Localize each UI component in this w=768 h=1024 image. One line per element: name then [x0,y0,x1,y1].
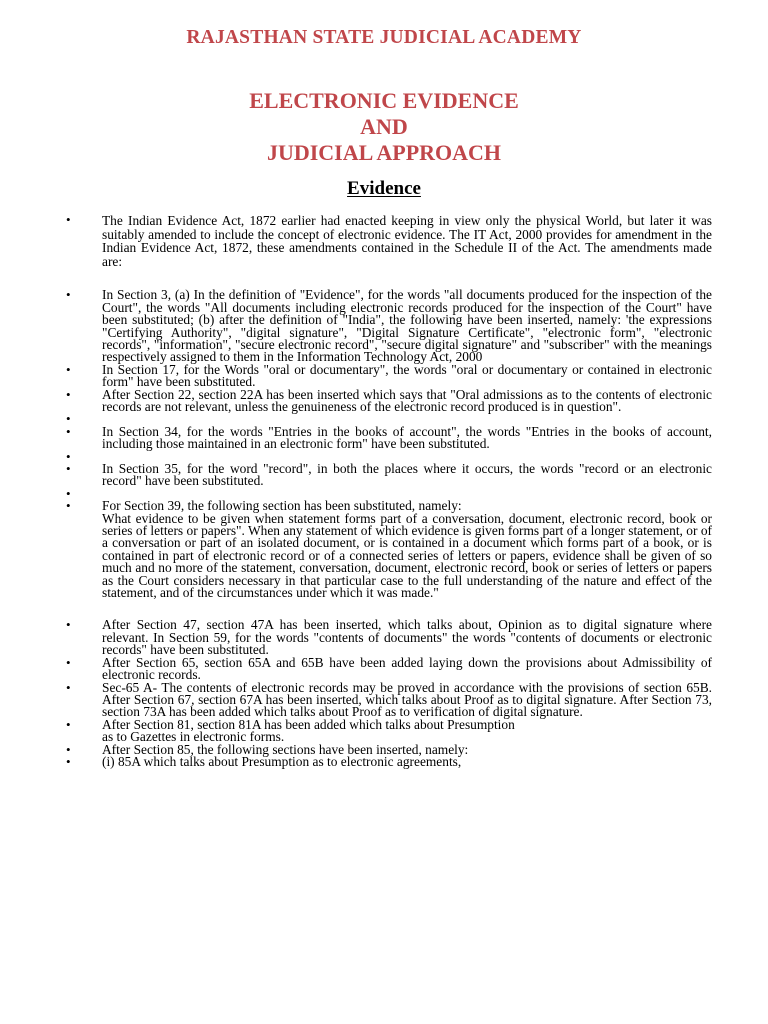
list-item [0,753,768,769]
list-item-text: Sec-65 A- The contents of electronic records may be proved in accordance with the provisions of section 65B. After Section 67, section 67A has been inserted, which talks about Proof as to digital signature. After Section 73, section 73A has been added which talks about Proof as to verification of digital signature. [102,679,712,720]
list-item [0,619,768,656]
list-item-text: After Section 85, the following sections have been inserted, namely: [102,741,469,757]
bullet-icon: • [66,448,71,464]
bullet-icon: • [66,386,71,402]
document-title [0,88,768,166]
list-item-text: In Section 17, for the Words "oral or documentary", the words "oral or documentary or contained in electronic form" have been substituted. [102,361,712,390]
list-item-text: The Indian Evidence Act, 1872 earlier had enacted keeping in view only the physical World, but later it was suitably amended to include the concept of electronic evidence. The IT Act, 2000 provides for amendment in the Indian Evidence Act, 1872, these amendments contained in the Schedule II of the Act. The amendments made are: [102,213,712,269]
bullet-icon: • [66,411,71,427]
bullet-icon: • [66,617,71,633]
bullet-icon: • [66,287,71,303]
list-item [0,423,768,452]
list-item-continuation: as to Gazettes in electronic forms. [102,729,285,745]
bullet-icon: • [66,461,71,477]
bullet-icon: • [66,423,71,439]
academy-name: RAJASTHAN STATE JUDICIAL ACADEMY [186,27,582,48]
list-item-quote: What evidence to be given when statement forms part of a conversation, document, electronic record, book or series of letters or papers". When any statement of which evidence is given forms part of a longer statement, or of a conversation or part of an isolated document, or is contained in a document which forms part of a book, or is contained in part of electronic record or of a connected series of letters or papers, evidence shall be given of so much and no more of the statement, conversation, document, electronic record, book or series of letters or papers as the Court considers necessary in that particular case to the full understanding of the nature and effect of the statement, and of the circumstances under which it was made." [102,510,712,601]
bullet-icon: • [66,361,71,377]
list-item [0,361,768,390]
list-item [0,214,768,268]
title-line-3: JUDICIAL APPROACH [266,140,502,165]
list-item-text: For Section 39, the following section has been substituted, namely: [102,498,462,514]
list-item [0,289,768,363]
list-item-text: After Section 81, section 81A has been added which talks about Presumption [102,716,515,732]
list-item [0,716,768,745]
bullet-icon: • [66,498,71,514]
bullet-icon: • [66,212,71,227]
list-item-text: In Section 35, for the word "record", in both the places where it occurs, the words "record or an electronic record" have been substituted. [102,461,712,489]
list-item [0,654,768,683]
bullet-icon: • [66,753,71,769]
list-item [0,386,768,415]
title-line-1: ELECTRONIC EVIDENCE [249,88,519,113]
list-item [0,679,768,720]
list-item-text: After Section 47, section 47A has been inserted, which talks about, Opinion as to digital signature where relevant. In Section 59, for the words "contents of documents" the words "contents of documents or electronic records" have been substituted. [102,617,712,658]
amendments-list [0,214,768,768]
bullet-icon: • [66,679,71,695]
bullet-icon: • [66,654,71,670]
bullet-icon: • [66,716,71,732]
list-item [0,463,768,488]
list-item-text: (i) 85A which talks about Presumption as to electronic agreements, [102,753,462,769]
list-item-text: After Section 65, section 65A and 65B have been added laying down the provisions about Admissibility of electronic records. [102,654,712,683]
list-item-text: After Section 22, section 22A has been inserted which says that "Oral admissions as to the contents of electronic records are not relevant, unless the genuineness of the electronic record produced is in question". [102,386,712,415]
list-item [0,500,768,599]
bullet-icon: • [66,485,71,501]
list-item-text: In Section 34, for the words "Entries in the books of account", the words "Entries in the books of account, including those maintained in an electronic form" have been substituted. [102,423,712,452]
title-line-2: AND [360,114,408,139]
bullet-icon: • [66,741,71,757]
list-item-text: In Section 3, (a) In the definition of "Evidence", for the words "all documents produced for the inspection of the Court", the words "All documents including electronic records produced for the inspection of the Court" have been substituted; (b) after the definition of "India", the following have been inserted, namely: 'the expressions "Certifying Authority", "digital signature", "Digital Signature Certificate", "electronic form", "electronic records", "information", "secure electronic record", "secure digital signature" and "subscriber" with the meanings respectively assigned to them in the Information Technology Act, 2000 [102,287,712,365]
section-heading: Evidence [347,178,421,199]
